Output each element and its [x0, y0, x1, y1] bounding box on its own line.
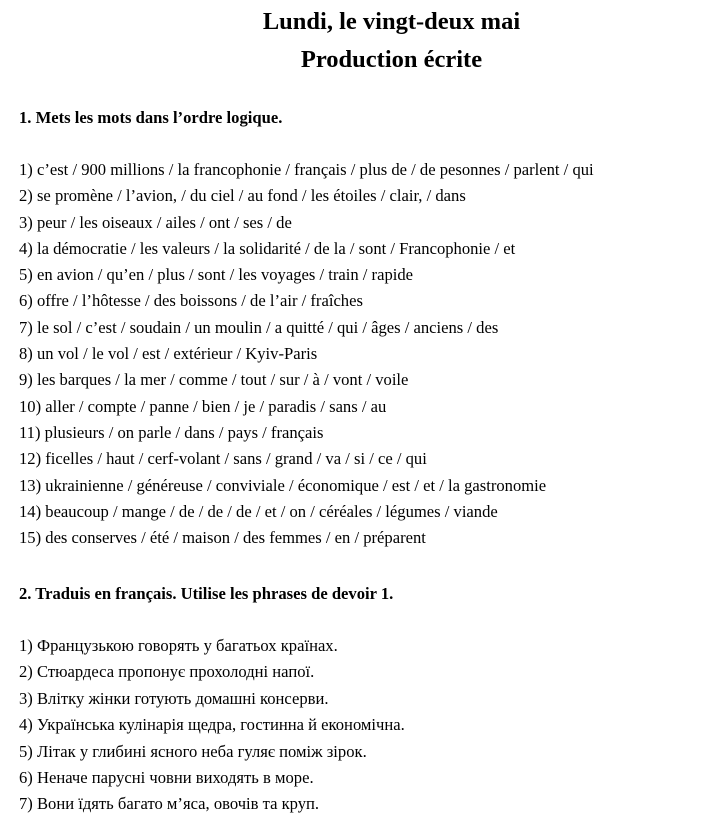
exercise1-item: 8) un vol / le vol / est / extérieur / Kyiv-Paris: [19, 344, 318, 364]
exercise2-item: 3) Влітку жінки готують домашні консерви.: [19, 688, 329, 708]
exercise2-item: 4) Українська кулінарія щедра, гостинна й економічна.: [19, 715, 405, 735]
section2-list: [19, 633, 405, 818]
exercise1-item: 14) beaucoup / mange / de / de / de / et / on / céréales / légumes / viande: [19, 501, 498, 521]
exercise1-item: 9) les barques / la mer / comme / tout / sur / à / vont / voile: [19, 370, 409, 390]
exercise1-item: 2) se promène / l’avion, / du ciel / au fond / les étoiles / clair, / dans: [19, 186, 466, 206]
page-title: Lundi, le vingt-deux mai: [262, 8, 521, 35]
exercise1-item: 15) des conserves / été / maison / des femmes / en / préparent: [19, 528, 426, 548]
exercise1-item: 4) la démocratie / les valeurs / la solidarité / de la / sont / Francophonie / et: [19, 238, 516, 258]
exercise1-item: 10) aller / compte / panne / bien / je / paradis / sans / au: [19, 396, 387, 416]
exercise1-item: 5) en avion / qu’en / plus / sont / les voyages / train / rapide: [19, 265, 414, 285]
exercise2-item: 1) Французькою говорять у багатьох країнах.: [19, 636, 338, 655]
exercise1-item: 12) ficelles / haut / cerf-volant / sans / grand / va / si / ce / qui: [19, 449, 427, 469]
exercise1-item: 7) le sol / c’est / soudain / un moulin / a quitté / qui / âges / anciens / des: [19, 317, 499, 337]
exercise1-item: 1) c’est / 900 millions / la francophonie / français / plus de / de pesonnes / parlent / qui: [19, 160, 594, 179]
section1-list: [19, 157, 594, 551]
exercise2-item: 6) Неначе парусні човни виходять в море.: [19, 768, 314, 788]
section1-heading: 1. Mets les mots dans l’ordre logique.: [19, 108, 283, 127]
section2-heading: 2. Traduis en français. Utilise les phrases de devoir 1.: [19, 584, 394, 603]
exercise1-item: 13) ukrainienne / généreuse / conviviale / économique / est / et / la gastronomie: [19, 475, 547, 495]
exercise1-item: 11) plusieurs / on parle / dans / pays / français: [19, 422, 324, 442]
page-subtitle: Production écrite: [300, 46, 483, 73]
exercise1-item: 6) offre / l’hôtesse / des boissons / de l’air / fraîches: [19, 291, 363, 311]
exercise2-item: 5) Літак у глибині ясного неба гуляє поміж зірок.: [19, 741, 367, 761]
exercise2-item: 7) Вони їдять багато м’яса, овочів та круп.: [19, 794, 320, 814]
exercise2-item: 2) Стюардеса пропонує прохолодні напої.: [19, 662, 315, 682]
exercise1-item: 3) peur / les oiseaux / ailes / ont / ses / de: [19, 212, 292, 232]
